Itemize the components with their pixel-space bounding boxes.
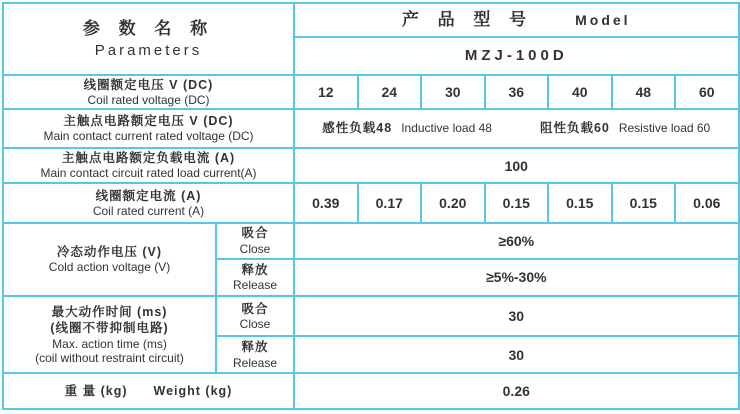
model-number-cell xyxy=(294,37,739,75)
coil-rated-current-label-en: Coil rated current (A) xyxy=(92,204,205,219)
coil-current-value-2: 0.17 xyxy=(358,183,422,223)
parameters-header-cell xyxy=(3,3,294,75)
max-action-time-label xyxy=(3,296,216,373)
cold-action-close-label xyxy=(216,223,294,259)
max-action-release-zh: 释放 xyxy=(241,340,269,355)
coil-voltage-value-3: 30 xyxy=(421,75,485,109)
row-coil-rated-voltage xyxy=(3,75,739,109)
max-action-release-en: Release xyxy=(232,355,278,370)
max-action-close-zh: 吸合 xyxy=(241,301,269,316)
coil-current-value-7: 0.06 xyxy=(675,183,739,223)
max-action-release-label xyxy=(216,336,294,374)
cold-action-close-zh: 吸合 xyxy=(241,226,269,241)
main-contact-rated-voltage-value xyxy=(294,109,739,148)
coil-voltage-value-1: 12 xyxy=(294,75,358,109)
inductive-load-zh: 感性负载48 xyxy=(322,121,393,136)
coil-voltage-value-5: 40 xyxy=(548,75,612,109)
model-title-en: Model xyxy=(575,12,631,29)
max-action-time-label-en1: Max. action time (ms) xyxy=(52,336,167,351)
main-contact-rated-voltage-label-zh: 主触点电路额定电压 V (DC) xyxy=(63,114,234,129)
max-action-close-label xyxy=(216,296,294,336)
row-main-contact-load-current xyxy=(3,148,739,184)
row-max-action-close xyxy=(3,296,739,336)
inductive-load-en: Inductive load 48 xyxy=(401,121,492,136)
cold-action-release-label xyxy=(216,259,294,297)
coil-rated-current-label-zh: 线圈额定电流 (A) xyxy=(95,188,202,203)
model-number: MZJ-100D xyxy=(464,47,568,65)
coil-rated-voltage-label-en: Coil rated voltage (DC) xyxy=(87,93,210,108)
row-weight xyxy=(3,373,739,409)
max-action-close-value: 30 xyxy=(294,296,739,336)
main-contact-rated-voltage-label xyxy=(3,109,294,148)
cold-action-close-en: Close xyxy=(239,241,271,256)
coil-current-value-6: 0.15 xyxy=(612,183,676,223)
model-title-zh: 产 品 型 号 xyxy=(401,10,534,30)
weight-label xyxy=(3,373,294,409)
spec-table xyxy=(2,2,740,410)
model-header-cell xyxy=(294,3,739,37)
coil-current-value-1: 0.39 xyxy=(294,183,358,223)
row-main-contact-rated-voltage xyxy=(3,109,739,148)
cold-action-release-value: ≥5%-30% xyxy=(294,259,739,297)
coil-current-value-3: 0.20 xyxy=(421,183,485,223)
resistive-load-zh: 阻性负载60 xyxy=(539,121,610,136)
coil-voltage-value-2: 24 xyxy=(358,75,422,109)
parameters-title-zh: 参 数 名 称 xyxy=(82,19,215,39)
parameters-title-en: Parameters xyxy=(94,42,203,60)
row-coil-rated-current xyxy=(3,183,739,223)
coil-current-value-5: 0.15 xyxy=(548,183,612,223)
max-action-release-value: 30 xyxy=(294,336,739,374)
max-action-time-label-zh2: (线圈不带抑制电路) xyxy=(50,321,169,336)
main-contact-load-current-label-zh: 主触点电路额定负载电流 (A) xyxy=(61,151,236,166)
cold-action-close-value: ≥60% xyxy=(294,223,739,259)
coil-voltage-value-7: 60 xyxy=(675,75,739,109)
coil-rated-voltage-label xyxy=(3,75,294,109)
cold-action-voltage-label-en: Cold action voltage (V) xyxy=(48,260,171,275)
resistive-load-en: Resistive load 60 xyxy=(618,121,711,136)
weight-label-en: Weight (kg) xyxy=(153,384,233,399)
main-contact-load-current-label-en: Main contact circuit rated load current(A) xyxy=(40,166,257,181)
weight-label-zh: 重 量 (kg) xyxy=(64,384,128,399)
cold-action-release-en: Release xyxy=(232,278,278,293)
coil-voltage-value-4: 36 xyxy=(485,75,549,109)
max-action-time-label-en2: (coil without restraint circuit) xyxy=(35,351,184,365)
row-cold-action-close xyxy=(3,223,739,259)
cold-action-voltage-label-zh: 冷态动作电压 (V) xyxy=(56,245,163,260)
cold-action-voltage-label xyxy=(3,223,216,296)
weight-value: 0.26 xyxy=(294,373,739,409)
max-action-time-label-zh1: 最大动作时间 (ms) xyxy=(51,305,168,320)
main-contact-load-current-value: 100 xyxy=(294,148,739,184)
max-action-close-en: Close xyxy=(239,316,271,331)
coil-current-value-4: 0.15 xyxy=(485,183,549,223)
main-contact-load-current-label xyxy=(3,148,294,184)
coil-voltage-value-6: 48 xyxy=(612,75,676,109)
coil-rated-voltage-label-zh: 线圈额定电压 V (DC) xyxy=(83,77,214,92)
main-contact-rated-voltage-label-en: Main contact current rated voltage (DC) xyxy=(43,129,254,144)
coil-rated-current-label xyxy=(3,183,294,223)
cold-action-release-zh: 释放 xyxy=(241,262,269,277)
